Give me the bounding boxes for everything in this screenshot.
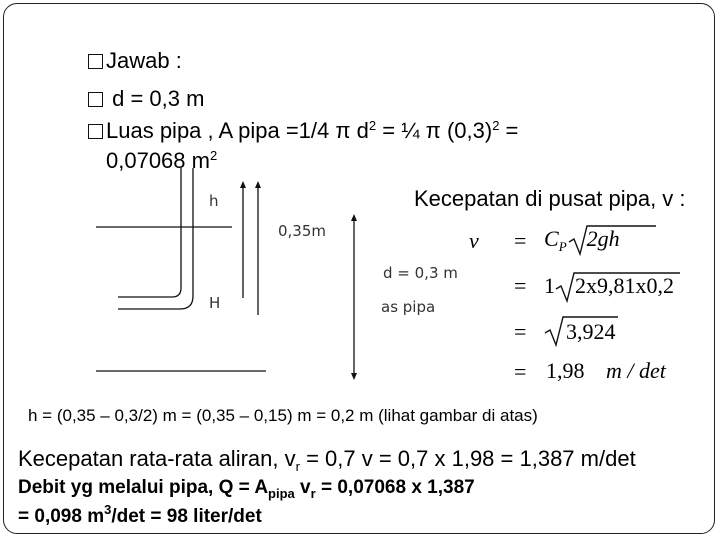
label-diameter: d = 0,3 m: [383, 264, 458, 282]
average-velocity-line: Kecepatan rata-rata aliran, $v_r = 0,7$ v = 0,7 x 1,98 = 1,387 m/det: [18, 446, 636, 474]
velocity-result: 1,98: [546, 358, 585, 383]
velocity-formula: $C_P$ 2gh: [544, 226, 620, 254]
velocity-radicand: 3,924: [566, 319, 616, 344]
velocity-unit: m / det: [606, 358, 666, 383]
label-H: H: [209, 294, 221, 312]
sqrt-icon: [569, 226, 656, 254]
label-h: h: [209, 192, 219, 210]
area-result-line: 0,07068 $m^2$: [106, 148, 218, 173]
label-pipe-axis: as pipa: [381, 298, 436, 316]
discharge-result-line: = 0,098 $m^3/\det = 98$ liter/det: [18, 502, 262, 527]
label-depth: 0,35m: [278, 222, 327, 240]
equals-sign: =: [514, 359, 527, 384]
velocity-symbol: v: [469, 228, 479, 253]
area-line: Luas pipa , A pipa =1/4 π $d^2$ = ¼ π $(0,3)^2$ =: [88, 118, 518, 144]
velocity-substitution: 1 2x9,81x0,2: [544, 273, 674, 298]
h-calculation: h = (0,35 – 0,3/2) m = (0,35 – 0,15) m = 0,2 m (lihat gambar di atas): [28, 406, 538, 425]
equals-sign: =: [514, 319, 527, 344]
sqrt-icon: [556, 273, 680, 301]
equals-sign: =: [514, 228, 527, 253]
diameter-line: d = 0,3 m: [88, 86, 204, 112]
answer-heading: Jawab :: [88, 48, 182, 74]
sqrt-icon: [545, 317, 618, 345]
equals-sign: =: [514, 273, 527, 298]
discharge-line: Debit yg melalui pipa, $Q = A_{pipa}$ $v_r = 0,07068$ x 1,387: [18, 477, 475, 501]
velocity-title: Kecepatan di pusat pipa, v :: [414, 186, 686, 211]
